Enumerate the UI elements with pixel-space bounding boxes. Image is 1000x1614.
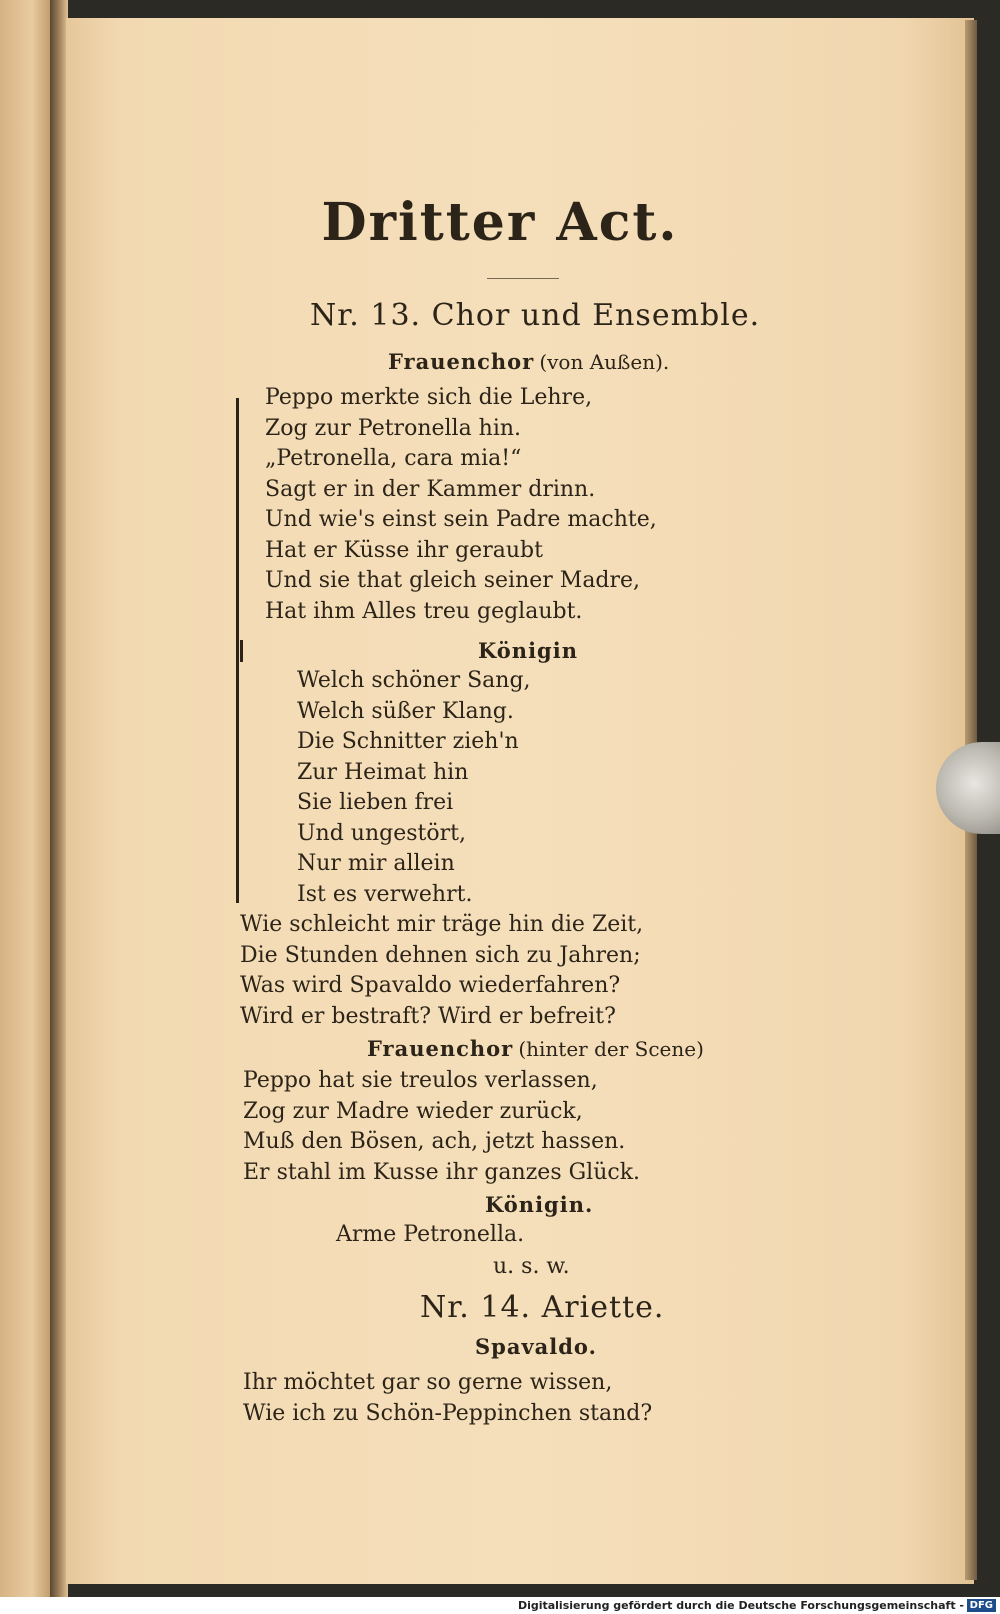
verse-line: Sagt er in der Kammer drinn. [265, 476, 596, 502]
section-heading-14: Nr. 14. Ariette. [420, 1290, 665, 1325]
speaker-name: Königin. [485, 1192, 594, 1217]
section-heading-13: Nr. 13. Chor und Ensemble. [310, 298, 761, 333]
speaker-line-1 [388, 349, 669, 374]
stage-direction: (von Außen). [539, 350, 670, 374]
speaker-name: Spavaldo. [475, 1334, 597, 1359]
speaker-name: Frauenchor [388, 349, 535, 374]
brace-tip [232, 640, 243, 662]
speaker-name: Königin [478, 638, 578, 663]
chorus-verse-2 [243, 1066, 640, 1188]
verse-line: Die Schnitter zieh'n [297, 729, 519, 754]
verse-line: Was wird Spavaldo wiederfahren? [240, 973, 621, 998]
verse-line: Zog zur Petronella hin. [265, 415, 522, 441]
speaker-name: Frauenchor [367, 1036, 514, 1061]
chorus-verse [265, 383, 657, 627]
verse-line: Arme Petronella. [336, 1222, 525, 1247]
verse-line: Die Stunden dehnen sich zu Jahren; [240, 942, 641, 968]
verse-line: Und wie's einst sein Padre machte, [265, 507, 657, 532]
verse-line: Und ungestört, [297, 820, 466, 846]
verse-line: Zog zur Madre wieder zurück, [243, 1098, 583, 1124]
verse-line: Welch schöner Sang, [297, 668, 531, 693]
ariette-verse [243, 1368, 652, 1429]
verse-line: „Petronella, cara mia!“ [265, 446, 522, 471]
verse-line: Wie ich zu Schön-Peppinchen stand? [243, 1400, 653, 1426]
verse-line: Zur Heimat hin [297, 759, 469, 785]
verse-line: Nur mir allein [297, 851, 455, 876]
queen-verse [297, 666, 531, 910]
title-divider [487, 278, 559, 279]
verse-line: Hat ihm Alles treu geglaubt. [265, 598, 583, 624]
verse-line: Ist es verwehrt. [297, 881, 473, 907]
queen-verse-2 [240, 910, 643, 1032]
speaker-line-3 [367, 1036, 704, 1061]
verse-line: Sie lieben frei [297, 790, 454, 815]
dfg-logo: DFG [967, 1599, 996, 1612]
footer-credit: Digitalisierung gefördert durch die Deutsche Forschungsgemeinschaft - [517, 1599, 964, 1612]
verse-line: Muß den Bösen, ach, jetzt hassen. [243, 1129, 626, 1154]
verse-line: Hat er Küsse ihr geraubt [265, 537, 543, 563]
stage-direction: (hinter der Scene) [518, 1037, 704, 1061]
verse-line: Peppo merkte sich die Lehre, [265, 385, 593, 410]
verse-line: Welch süßer Klang. [297, 698, 514, 724]
verse-line: Ihr möchtet gar so gerne wissen, [243, 1370, 613, 1395]
usw-note: u. s. w. [493, 1254, 570, 1279]
verse-line: Und sie that gleich seiner Madre, [265, 568, 641, 593]
verse-line: Er stahl im Kusse ihr ganzes Glück. [243, 1159, 641, 1185]
page-title: Dritter Act. [321, 192, 679, 253]
verse-line: Peppo hat sie treulos verlassen, [243, 1068, 598, 1093]
verse-line: Wie schleicht mir träge hin die Zeit, [240, 912, 644, 937]
verse-line: Wird er bestraft? Wird er befreit? [240, 1003, 616, 1029]
